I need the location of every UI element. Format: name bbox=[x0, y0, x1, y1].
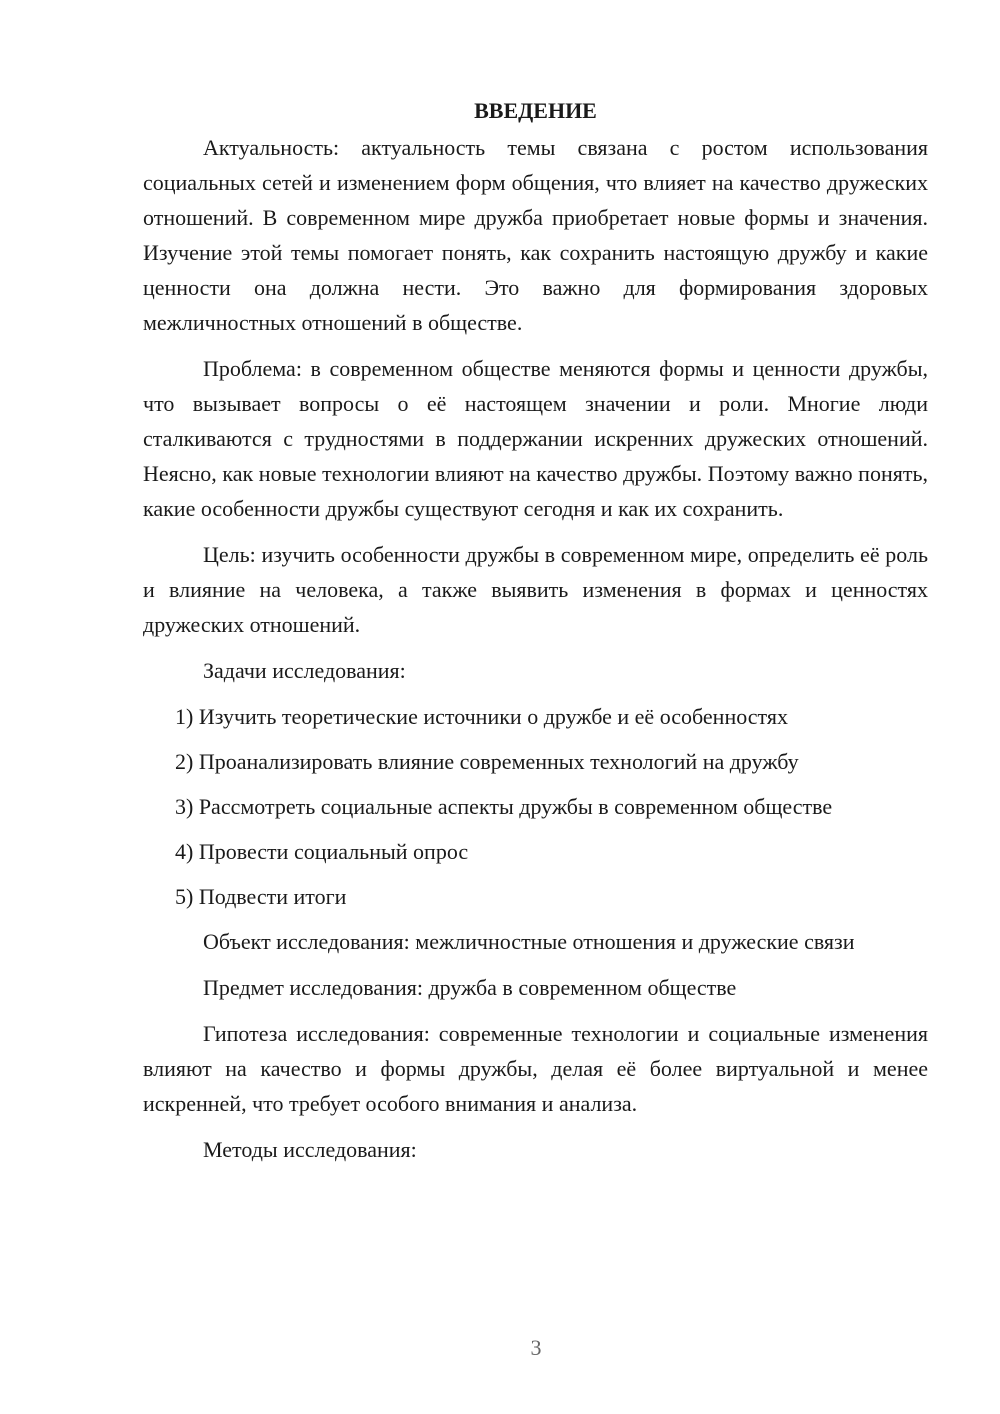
methods-heading: Методы исследования: bbox=[203, 1137, 417, 1162]
goal-paragraph: Цель: изучить особенности дружбы в современном мире, определить её роль и влияние на человека, а также выявить изменения в формах и ценностях дружеских отношений. bbox=[143, 542, 928, 637]
task-item-3: 3) Рассмотреть социальные аспекты дружбы в современном обществе bbox=[175, 794, 833, 819]
task-item-1: 1) Изучить теоретические источники о дружбе и её особенностях bbox=[175, 704, 788, 729]
hypothesis-paragraph: Гипотеза исследования: современные технологии и социальные изменения влияют на качество и формы дружбы, делая её более виртуальной и менее искренней, что требует особого внимания и анализа. bbox=[143, 1021, 928, 1116]
tasks-heading: Задачи исследования: bbox=[203, 658, 406, 683]
page-number: 3 bbox=[530, 1335, 542, 1360]
problem-paragraph: Проблема: в современном обществе меняются формы и ценности дружбы, что вызывает вопросы о её настоящем значении и роли. Многие люди сталкиваются с трудностями в поддержании искренних дружеских отношений. Неясно, как новые технологии влияют на качество дружбы. Поэтому важно понять, какие особенности дружбы существуют сегодня и как их сохранить. bbox=[143, 356, 928, 521]
section-title: ВВЕДЕНИЕ bbox=[474, 98, 597, 123]
page-content bbox=[143, 93, 928, 1178]
object-paragraph: Объект исследования: межличностные отношения и дружеские связи bbox=[203, 929, 855, 954]
task-item-4: 4) Провести социальный опрос bbox=[175, 839, 469, 864]
subject-paragraph: Предмет исследования: дружба в современном обществе bbox=[203, 975, 737, 1000]
relevance-paragraph: Актуальность: актуальность темы связана с ростом использования социальных сетей и изменением форм общения, что влияет на качество дружеских отношений. В современном мире дружба приобретает новые формы и значения. Изучение этой темы помогает понять, как сохранить настоящую дружбу и какие ценности она должна нести. Это важно для формирования здоровых межличностных отношений в обществе. bbox=[143, 135, 928, 335]
task-item-5: 5) Подвести итоги bbox=[175, 884, 347, 909]
task-item-2: 2) Проанализировать влияние современных технологий на дружбу bbox=[175, 749, 799, 774]
